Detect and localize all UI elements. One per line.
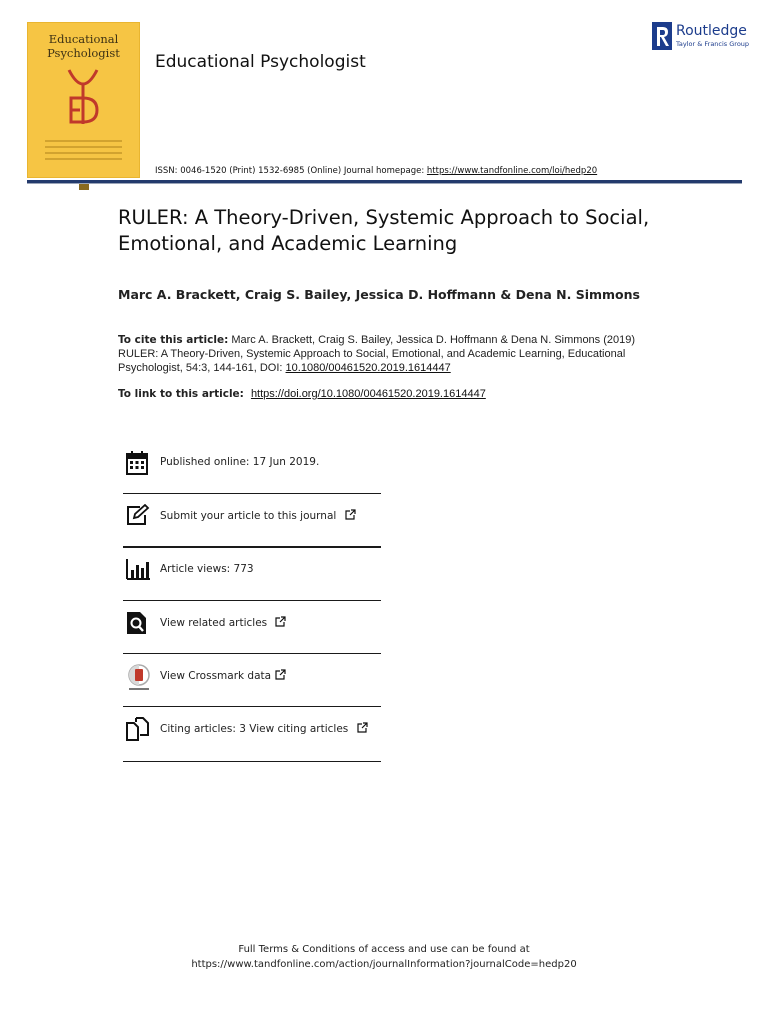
cover-title xyxy=(27,32,140,60)
article-authors: Marc A. Brackett, Craig S. Bailey, Jessica D. Hoffmann & Dena N. Simmons xyxy=(118,287,640,302)
published-online-row xyxy=(123,441,381,494)
article-views-row xyxy=(123,548,381,601)
footer xyxy=(0,942,768,972)
citing-articles-row[interactable] xyxy=(123,707,381,762)
article-actions xyxy=(123,441,381,762)
header-divider-thin xyxy=(27,183,742,184)
calendar-icon xyxy=(126,451,148,475)
crossmark-icon xyxy=(126,664,152,692)
routledge-logo-icon xyxy=(652,22,672,50)
external-link-icon xyxy=(275,669,286,680)
citation-text: Marc A. Brackett, Craig S. Bailey, Jessica D. Hoffmann & Dena N. Simmons (2019) RULER: A Theory-Driven, Systemic Approach to Social, Emotional, and Academic Learning, Educational Psychologist, 54:3, 144-161, DOI: xyxy=(118,334,636,375)
citing-articles-label: Citing articles: 3 View citing articles xyxy=(160,722,368,735)
citation-block xyxy=(118,333,658,376)
article-link-label: To link to this article: xyxy=(118,388,244,400)
article-title: RULER: A Theory-Driven, Systemic Approach to Social, Emotional, and Academic Learning xyxy=(118,206,650,255)
article-link-block xyxy=(118,388,486,400)
related-articles-row[interactable] xyxy=(123,601,381,654)
issn-line xyxy=(155,166,597,176)
crossmark-label: View Crossmark data xyxy=(160,669,286,682)
article-views-label: Article views: 773 xyxy=(160,563,254,575)
article-doi-link[interactable]: https://doi.org/10.1080/00461520.2019.1614447 xyxy=(250,388,486,400)
crossmark-row[interactable] xyxy=(123,654,381,707)
publisher-name: Routledge xyxy=(676,23,747,39)
publisher-logo[interactable] xyxy=(652,22,748,50)
citation-label: To cite this article: xyxy=(118,334,229,346)
journal-name: Educational Psychologist xyxy=(155,52,366,72)
cover-title-line1: Educational xyxy=(48,32,119,46)
issn-text: ISSN: 0046-1520 (Print) 1532-6985 (Online) Journal homepage: xyxy=(155,166,425,176)
submit-article-row[interactable] xyxy=(123,494,381,548)
cover-logo-icon xyxy=(66,68,100,126)
external-link-icon xyxy=(275,616,286,627)
journal-cover xyxy=(27,22,140,178)
bar-chart-icon xyxy=(126,558,150,580)
cover-title-line2: Psychologist xyxy=(47,46,120,60)
journal-homepage-link[interactable]: https://www.tandfonline.com/loi/hedp20 xyxy=(426,166,598,176)
cover-text-lines xyxy=(45,140,122,164)
published-online-label: Published online: 17 Jun 2019. xyxy=(160,456,320,468)
citation-doi-link[interactable]: 10.1080/00461520.2019.1614447 xyxy=(285,362,451,375)
external-link-icon xyxy=(357,722,368,733)
related-articles-label: View related articles xyxy=(160,616,286,629)
publisher-subtitle: Taylor & Francis Group xyxy=(676,40,750,48)
edit-icon xyxy=(126,504,150,526)
footer-terms-link[interactable]: https://www.tandfonline.com/action/journalInformation?journalCode=hedp20 xyxy=(191,959,577,970)
footer-terms-text: Full Terms & Conditions of access and use can be found at xyxy=(238,944,530,955)
external-link-icon xyxy=(345,509,356,520)
submit-article-label: Submit your article to this journal xyxy=(160,509,356,522)
search-document-icon xyxy=(126,611,148,635)
citing-articles-icon xyxy=(126,717,150,741)
